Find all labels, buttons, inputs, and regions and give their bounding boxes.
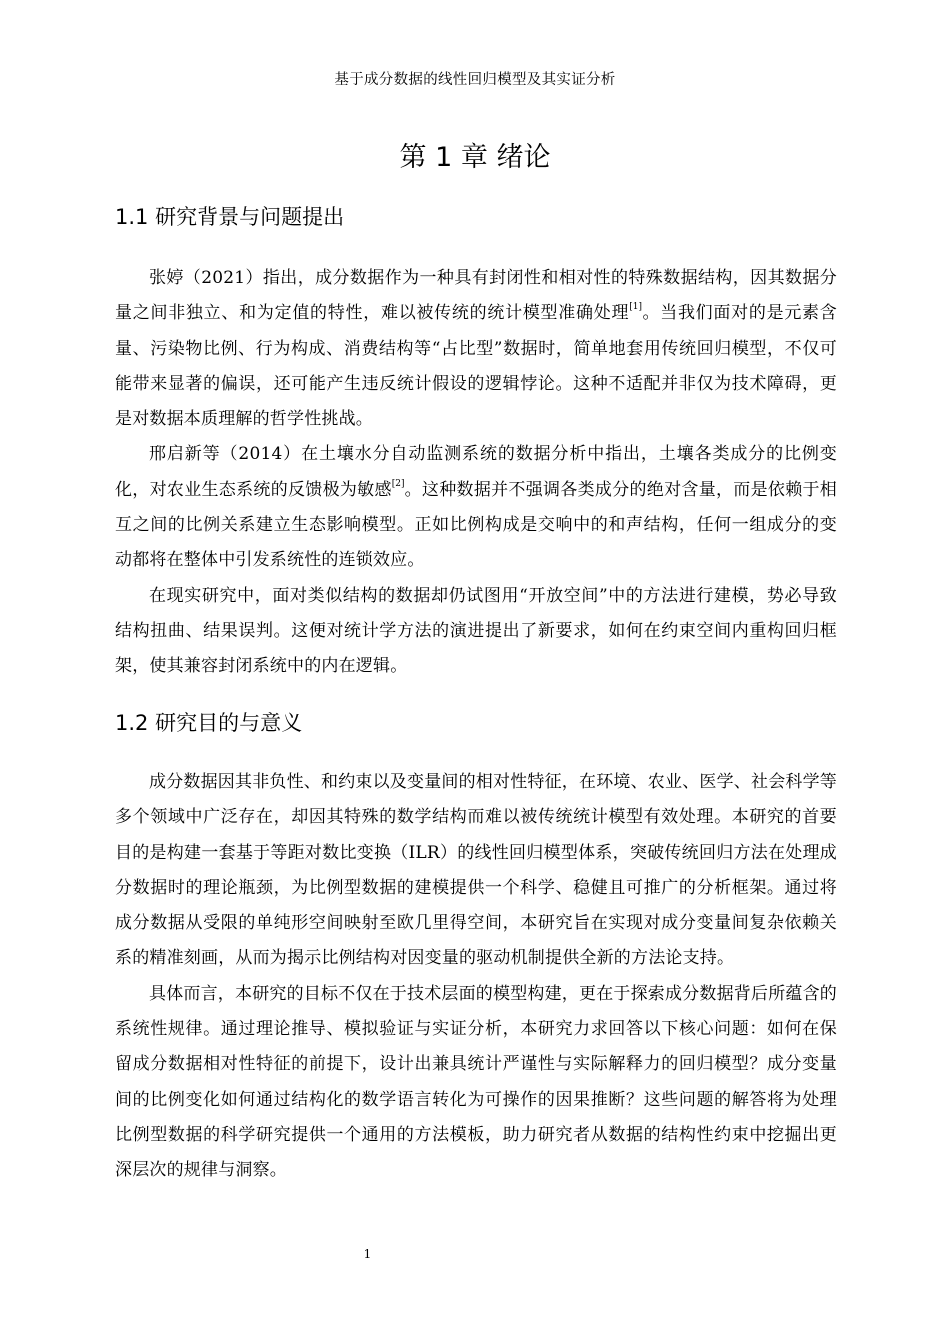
paragraph-text: 。当我们面对的是元素含量、污染物比例、行为构成、消费结构等“占比型”数据时，简单地套用传统回归模型，不仅可能带来显著的偏误，还可能产生违反统计假设的逻辑悖论。这种不适配并非仅为技术障碍，更是对数据本质理解的哲学性挑战。 [115, 303, 837, 430]
paragraph [115, 437, 837, 578]
paragraph: 具体而言，本研究的目标不仅在于技术层面的模型构建，更在于探索成分数据背后所蕴含的系统性规律。通过理论推导、模拟验证与实证分析，本研究力求回答以下核心问题：如何在保留成分数据相对性特征的前提下，设计出兼具统计严谨性与实际解释力的回归模型？成分变量间的比例变化如何通过结构化的数学语言转化为可操作的因果推断？这些问题的解答将为处理比例型数据的科学研究提供一个通用的方法模板，助力研究者从数据的结构性约束中挖掘出更深层次的规律与洞察。 [115, 983, 837, 1181]
paragraph-text: 。这种数据并不强调各类成分的绝对含量，而是依赖于相互之间的比例关系建立生态影响模型。正如比例构成是交响中的和声结构，任何一组成分的变动都将在整体中引发系统性的连锁效应。 [115, 479, 837, 571]
paragraph-text: 邢启新等（2014）在土壤水分自动监测系统的数据分析中指出，土壤各类成分的比例变化，对农业生态系统的反馈极为敏感 [115, 444, 837, 500]
section-1-1-body [115, 261, 837, 685]
citation-marker[interactable]: [1] [629, 302, 642, 313]
running-header: 基于成分数据的线性回归模型及其实证分析 [334, 72, 616, 88]
page-number: 1 [363, 1247, 372, 1261]
paragraph: 成分数据因其非负性、和约束以及变量间的相对性特征，在环境、农业、医学、社会科学等多个领域中广泛存在，却因其特殊的数学结构而难以被传统统计模型有效处理。本研究的首要目的是构建一套基于等距对数比变换（ILR）的线性回归模型体系，突破传统回归方法在处理成分数据时的理论瓶颈，为比例型数据的建模提供一个科学、稳健且可推广的分析框架。通过将成分数据从受限的单纯形空间映射至欧几里得空间，本研究旨在实现对成分变量间复杂依赖关系的精准刻画，从而为揭示比例结构对因变量的驱动机制提供全新的方法论支持。 [115, 772, 837, 969]
header-rule [115, 100, 837, 101]
paragraph [115, 261, 837, 437]
section-heading-1-2: 1.2 研究目的与意义 [115, 711, 303, 735]
chapter-title: 第 1 章 绪论 [399, 142, 551, 173]
section-heading-1-1: 1.1 研究背景与问题提出 [115, 205, 345, 229]
section-1-2-body [115, 765, 837, 1189]
paragraph: 在现实研究中，面对类似结构的数据却仍试图用“开放空间”中的方法进行建模，势必导致结构扭曲、结果误判。这便对统计学方法的演进提出了新要求，如何在约束空间内重构回归框架，使其兼容封闭系统中的内在逻辑。 [115, 585, 837, 677]
paragraph-text: 张婷（2021）指出，成分数据作为一种具有封闭性和相对性的特殊数据结构，因其数据分量之间非独立、和为定值的特性，难以被传统的统计模型准确处理 [115, 268, 837, 324]
citation-marker[interactable]: [2] [391, 478, 405, 489]
